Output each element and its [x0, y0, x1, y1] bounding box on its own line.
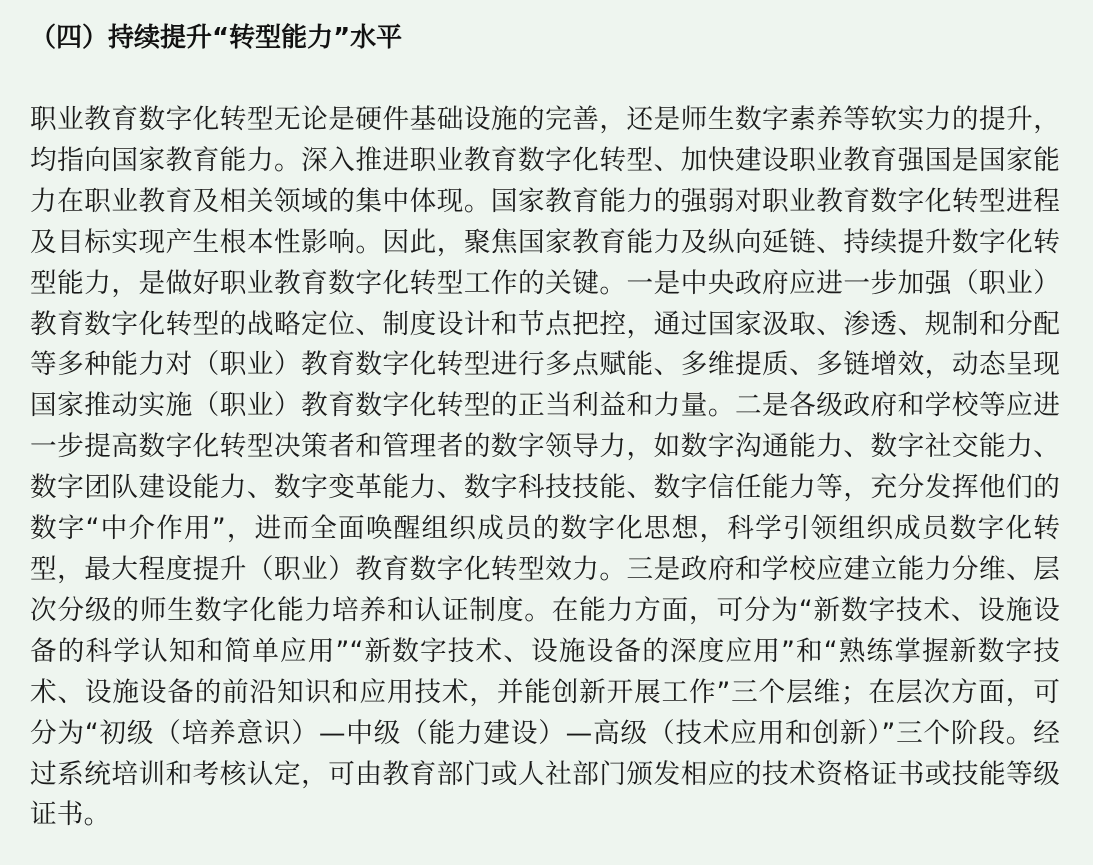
- section-paragraph: 职业教育数字化转型无论是硬件基础设施的完善，还是师生数字素养等软实力的提升，均指向国家教育能力。深入推进职业教育数字化转型、加快建设职业教育强国是国家能力在职业教育及相关领域的集中体现。国家教育能力的强弱对职业教育数字化转型进程及目标实现产生根本性影响。因此，聚焦国家教育能力及纵向延链、持续提升数字化转型能力，是做好职业教育数字化转型工作的关键。一是中央政府应进一步加强（职业）教育数字化转型的战略定位、制度设计和节点把控，通过国家汲取、渗透、规制和分配等多种能力对（职业）教育数字化转型进行多点赋能、多维提质、多链增效，动态呈现国家推动实施（职业）教育数字化转型的正当利益和力量。二是各级政府和学校等应进一步提高数字化转型决策者和管理者的数字领导力，如数字沟通能力、数字社交能力、数字团队建设能力、数字变革能力、数字科技技能、数字信任能力等，充分发挥他们的数字“中介作用”，进而全面唤醒组织成员的数字化思想，科学引领组织成员数字化转型，最大程度提升（职业）教育数字化转型效力。三是政府和学校应建立能力分维、层次分级的师生数字化能力培养和认证制度。在能力方面，可分为“新数字技术、设施设备的科学认知和简单应用”“新数字技术、设施设备的深度应用”和“熟练掌握新数字技术、设施设备的前沿知识和应用技术，并能创新开展工作”三个层维；在层次方面，可分为“初级（培养意识）—中级（能力建设）—高级（技术应用和创新）”三个阶段。经过系统培训和考核认定，可由教育部门或人社部门颁发相应的技术资格证书或技能等级证书。: [30, 104, 1060, 831]
- section-heading: （四）持续提升“转型能力”水平: [30, 23, 403, 53]
